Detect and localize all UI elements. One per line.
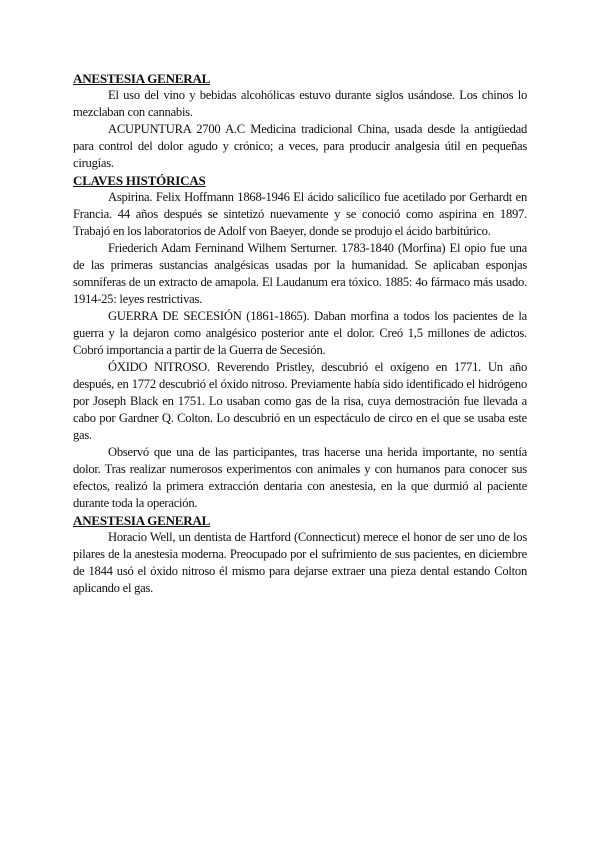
document-page bbox=[73, 70, 527, 597]
paragraph-morfina: Friederich Adam Ferninand Wilhem Serturner. 1783-1840 (Morfina) El opio fue una de las primeras sustancias analgésicas usadas por la humanidad. Se aplicaban esponjas somníferas de un extracto de amapola. El Laudanum era tóxico. 1885: 4o fármaco más usado. 1914-25: leyes restrictivas. bbox=[73, 241, 527, 306]
paragraph-horacio-well: Horacio Well, un dentista de Hartford (Connecticut) merece el honor de ser uno de los pilares de la anestesia moderna. Preocupado por el sufrimiento de sus pacientes, en diciembre de 1844 usó el óxido nitroso él mismo para dejarse extraer una pieza dental estando Colton aplicando el gas. bbox=[73, 530, 527, 595]
paragraph-oxido-nitroso: ÓXIDO NITROSO. Reverendo Pristley, descubrió el oxígeno en 1771. Un año después, en 1772 descubrió el óxido nitroso. Previamente había sido identificado el hidrógeno por Joseph Black en 1751. Lo usaban como gas de la risa, cuya demostración fue llevada a cabo por Gardner Q. Colton. Lo descubrió en un espectáculo de circo en el que se usaba este gas. bbox=[73, 360, 527, 442]
paragraph-guerra-secesion: GUERRA DE SECESIÓN (1861-1865). Daban morfina a todos los pacientes de la guerra y la dejaron como analgésico posterior ante el dolor. Creó 1,5 millones de adictos. Cobró importancia a partir de la Guerra de Secesión. bbox=[73, 309, 527, 357]
section-heading-anestesia-general-2: ANESTESIA GENERAL bbox=[73, 513, 211, 528]
section-heading-anestesia-general: ANESTESIA GENERAL bbox=[73, 71, 211, 86]
section-heading-claves-historicas: CLAVES HISTÓRICAS bbox=[73, 173, 206, 188]
paragraph-aspirina: Aspirina. Felix Hoffmann 1868-1946 El ácido salicílico fue acetilado por Gerhardt en Francia. 44 años después se sintetizó nuevamente y se conoció como aspirina en 1897. Trabajó en los laboratorios de Adolf von Baeyer, donde se produjo el ácido barbitúrico. bbox=[73, 190, 527, 238]
paragraph-vino: El uso del vino y bebidas alcohólicas estuvo durante siglos usándose. Los chinos lo mezclaban con cannabis. bbox=[73, 88, 527, 119]
paragraph-observacion: Observó que una de las participantes, tras hacerse una herida importante, no sentía dolor. Tras realizar numerosos experimentos con animales y con humanos para conocer sus efectos, realizó la primera extracción dentaria con anestesia, en la que durmió al paciente durante toda la operación. bbox=[73, 445, 527, 510]
paragraph-acupuntura: ACUPUNTURA 2700 A.C Medicina tradicional China, usada desde la antigüedad para control del dolor agudo y crónico; a veces, para producir analgesia útil en pequeñas cirugías. bbox=[73, 122, 527, 170]
